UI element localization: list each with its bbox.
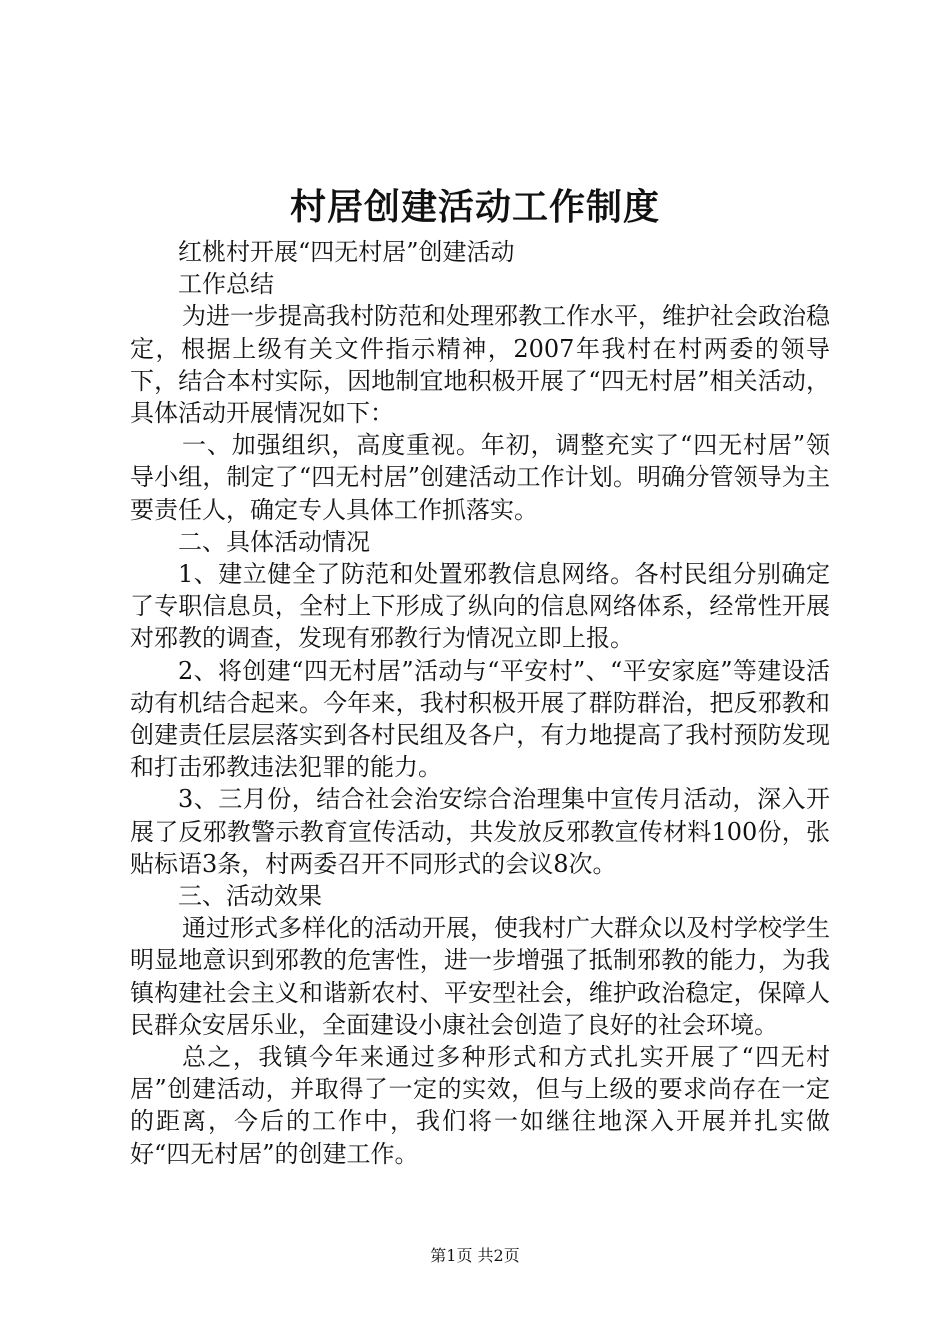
paragraph-section-1: 一、加强组织，高度重视。年初，调整充实了“四无村居”领导小组，制定了“四无村居”创建活动工作计划。明确分管领导为主要责任人，确定专人具体工作抓落实。 [130,431,830,524]
page-footer: 第1页 共2页 [430,1246,520,1265]
paragraph-subtitle-line-1: 红桃村开展“四无村居”创建活动 [178,238,515,266]
paragraph-section-2-heading: 二、具体活动情况 [178,527,370,556]
paragraph-section-3-heading: 三、活动效果 [178,882,322,911]
paragraph-item-2: 2、将创建“四无村居”活动与“平安村”、“平安家庭”等建设活动有机结合起来。今年来，我村积极开展了群防群治，把反邪教和创建责任层层落实到各村民组及各户，有力地提高了我村预防发现和打击邪教违法犯罪的能力。 [130,656,830,782]
paragraph-conclusion: 总之，我镇今年来通过多种形式和方式扎实开展了“四无村居”创建活动，并取得了一定的实效，但与上级的要求尚存在一定的距离，今后的工作中，我们将一如继往地深入开展并扎实做好“四无村居”的创建工作。 [130,1043,830,1168]
paragraph-item-1: 1、建立健全了防范和处置邪教信息网络。各村民组分别确定了专职信息员，全村上下形成了纵向的信息网络体系，经常性开展对邪教的调查，发现有邪教行为情况立即上报。 [130,560,830,653]
document-body [130,236,830,1170]
paragraph-intro: 为进一步提高我村防范和处理邪教工作水平，维护社会政治稳定，根据上级有关文件指示精神，2007年我村在村两委的领导下，结合本村实际，因地制宜地积极开展了“四无村居”相关活动，具体活动开展情况如下： [130,302,830,428]
paragraph-subtitle-line-2: 工作总结 [178,270,274,299]
paragraph-item-3: 3、三月份，结合社会治安综合治理集中宣传月活动，深入开展了反邪教警示教育宣传活动，共发放反邪教宣传材料100份，张贴标语3条，村两委召开不同形式的会议8次。 [130,785,830,878]
paragraph-effects: 通过形式多样化的活动开展，使我村广大群众以及村学校学生明显地意识到邪教的危害性，进一步增强了抵制邪教的能力，为我镇构建社会主义和谐新农村、平安型社会，维护政治稳定，保障人民群众安居乐业，全面建设小康社会创造了良好的社会环境。 [130,914,830,1039]
document-title: 村居创建活动工作制度 [289,186,660,228]
